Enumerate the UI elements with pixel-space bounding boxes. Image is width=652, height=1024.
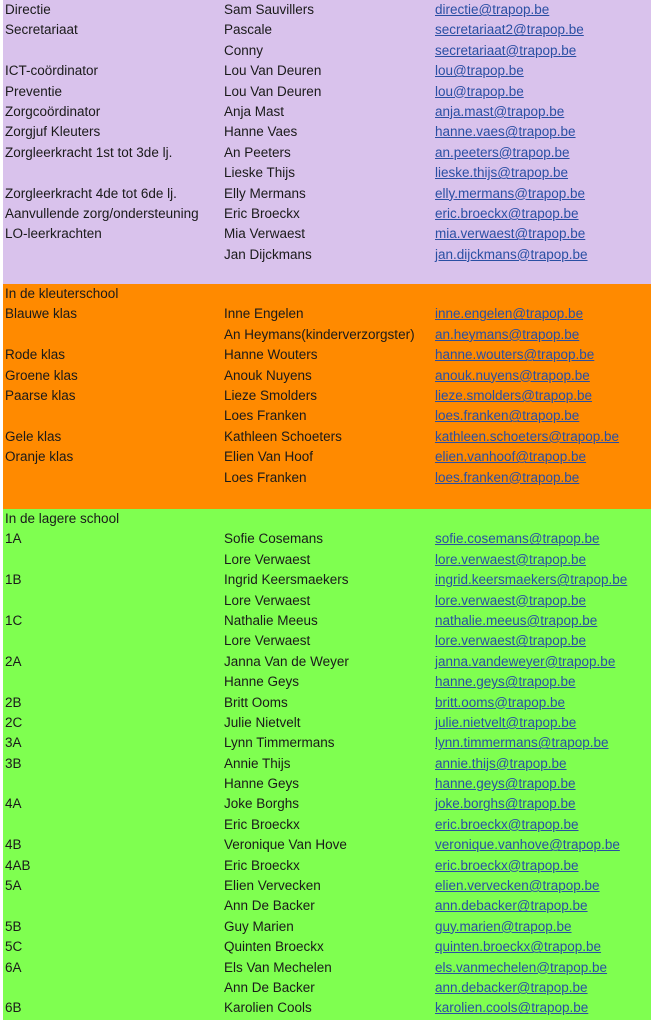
- role-label: 5C: [5, 939, 23, 955]
- contact-row: [3, 631, 651, 651]
- contact-row: [3, 754, 651, 774]
- contact-row: [3, 917, 651, 937]
- email-link[interactable]: julie.nietvelt@trapop.be: [435, 714, 577, 730]
- role-label: 6A: [5, 959, 22, 975]
- contact-row: [3, 102, 651, 122]
- person-name: Lore Verwaest: [224, 592, 311, 608]
- contact-row: [3, 427, 651, 447]
- contact-row: [3, 304, 651, 324]
- role-label: Zorgcoördinator: [5, 103, 101, 119]
- role-label: Blauwe klas: [5, 306, 78, 322]
- contact-row: [3, 204, 651, 224]
- person-name: Eric Broeckx: [224, 205, 300, 221]
- role-label: ICT-coördinator: [5, 63, 99, 79]
- person-name: Inne Engelen: [224, 306, 304, 322]
- person-name: Joke Borghs: [224, 796, 300, 812]
- email-link[interactable]: guy.marien@trapop.be: [435, 918, 572, 934]
- contact-row: [3, 937, 651, 957]
- contact-row: [3, 386, 651, 406]
- role-label: Secretariaat: [5, 22, 78, 38]
- contact-row: [3, 876, 651, 896]
- email-link[interactable]: lieske.thijs@trapop.be: [435, 165, 569, 181]
- email-link[interactable]: eric.broeckx@trapop.be: [435, 205, 579, 221]
- email-link[interactable]: anouk.nuyens@trapop.be: [435, 367, 590, 383]
- person-name: Kathleen Schoeters: [224, 428, 342, 444]
- role-label: Rode klas: [5, 347, 66, 363]
- contact-row: [3, 794, 651, 814]
- lagere-school-section: [3, 509, 651, 1020]
- contact-row: [3, 591, 651, 611]
- person-name: Conny: [224, 42, 264, 58]
- person-name: Lou Van Deuren: [224, 63, 322, 79]
- person-name: An Peeters: [224, 144, 291, 160]
- person-name: Annie Thijs: [224, 755, 291, 771]
- role-label: Preventie: [5, 83, 63, 99]
- role-label: 3B: [5, 755, 22, 771]
- contact-row: [3, 774, 651, 794]
- contact-row: [3, 998, 651, 1018]
- email-link[interactable]: karolien.cools@trapop.be: [435, 1000, 589, 1016]
- person-name: Janna Van de Weyer: [224, 653, 349, 669]
- person-name: Lore Verwaest: [224, 551, 311, 567]
- email-link[interactable]: els.vanmechelen@trapop.be: [435, 959, 608, 975]
- person-name: Eric Broeckx: [224, 857, 300, 873]
- email-link[interactable]: hanne.geys@trapop.be: [435, 674, 576, 690]
- email-link[interactable]: hanne.vaes@trapop.be: [435, 124, 576, 140]
- email-link[interactable]: anja.mast@trapop.be: [435, 103, 565, 119]
- person-name: Guy Marien: [224, 918, 294, 934]
- email-link[interactable]: secretariaat@trapop.be: [435, 42, 577, 58]
- role-label: 5B: [5, 918, 22, 934]
- contact-row: [3, 163, 651, 183]
- contact-row: [3, 652, 651, 672]
- email-link[interactable]: lore.verwaest@trapop.be: [435, 551, 587, 567]
- role-label: LO-leerkrachten: [5, 226, 102, 242]
- person-name: Loes Franken: [224, 469, 307, 485]
- email-link[interactable]: eric.broeckx@trapop.be: [435, 816, 579, 832]
- contact-row: [3, 611, 651, 631]
- role-label: Directie: [5, 2, 51, 17]
- role-label: 1A: [5, 531, 22, 547]
- role-label: 2C: [5, 714, 23, 730]
- email-link[interactable]: loes.franken@trapop.be: [435, 408, 580, 424]
- person-name: Hanne Geys: [224, 776, 300, 792]
- contact-row: [3, 406, 651, 426]
- contact-row: [3, 570, 651, 590]
- person-name: Ann De Backer: [224, 979, 315, 995]
- person-name: Mia Verwaest: [224, 226, 306, 242]
- person-name: Lieze Smolders: [224, 387, 318, 403]
- contact-row: [3, 550, 651, 570]
- contact-row: [3, 20, 651, 40]
- email-link[interactable]: elly.mermans@trapop.be: [435, 185, 586, 201]
- role-label: Zorgleerkracht 4de tot 6de lj.: [5, 185, 177, 201]
- person-name: Jan Dijckmans: [224, 246, 312, 262]
- role-label: 3A: [5, 735, 22, 751]
- role-label: Aanvullende zorg/ondersteuning: [5, 205, 199, 221]
- email-link[interactable]: inne.engelen@trapop.be: [435, 306, 584, 322]
- person-name: Nathalie Meeus: [224, 612, 318, 628]
- contact-row: [3, 184, 651, 204]
- section-heading: [3, 284, 651, 304]
- person-name: Sam Sauvillers: [224, 2, 315, 17]
- person-name: Britt Ooms: [224, 694, 288, 710]
- email-link[interactable]: elien.vervecken@trapop.be: [435, 878, 600, 894]
- contact-row: [3, 896, 651, 916]
- person-name: Pascale: [224, 22, 273, 38]
- role-label: Groene klas: [5, 367, 78, 383]
- email-link[interactable]: britt.ooms@trapop.be: [435, 694, 566, 710]
- role-label: 2A: [5, 653, 22, 669]
- email-link[interactable]: mia.verwaest@trapop.be: [435, 226, 586, 242]
- contact-row: [3, 345, 651, 365]
- email-link[interactable]: ann.debacker@trapop.be: [435, 979, 588, 995]
- section-heading-text: In de lagere school: [5, 511, 120, 526]
- email-link[interactable]: lore.verwaest@trapop.be: [435, 592, 587, 608]
- person-name: Elien Van Hoof: [224, 449, 314, 465]
- email-link[interactable]: eric.broeckx@trapop.be: [435, 857, 579, 873]
- contact-row: [3, 713, 651, 733]
- person-name: Karolien Cools: [224, 1000, 312, 1016]
- email-link[interactable]: janna.vandeweyer@trapop.be: [435, 653, 616, 669]
- person-name: Hanne Wouters: [224, 347, 318, 363]
- person-name: Lynn Timmermans: [224, 735, 335, 751]
- role-label: 4A: [5, 796, 22, 812]
- email-link[interactable]: hanne.wouters@trapop.be: [435, 347, 595, 363]
- role-label: 1C: [5, 612, 23, 628]
- email-link[interactable]: jan.dijckmans@trapop.be: [435, 246, 588, 262]
- contact-row: [3, 245, 651, 265]
- role-label: Paarse klas: [5, 387, 76, 403]
- role-label: 6B: [5, 1000, 22, 1016]
- person-name: Elien Vervecken: [224, 878, 321, 894]
- person-name: Ann De Backer: [224, 898, 315, 914]
- role-label: 2B: [5, 694, 22, 710]
- person-name: Elly Mermans: [224, 185, 306, 201]
- contact-row: [3, 529, 651, 549]
- contact-row: [3, 82, 651, 102]
- contact-row: [3, 325, 651, 345]
- role-label: 1B: [5, 572, 22, 588]
- contact-row: [3, 366, 651, 386]
- role-label: Gele klas: [5, 428, 62, 444]
- person-name: Hanne Vaes: [224, 124, 298, 140]
- contact-row: [3, 61, 651, 81]
- contact-row: [3, 856, 651, 876]
- person-name: Lore Verwaest: [224, 633, 311, 649]
- email-link[interactable]: loes.franken@trapop.be: [435, 469, 580, 485]
- staff-section: [3, 0, 651, 284]
- person-name: Lou Van Deuren: [224, 83, 322, 99]
- email-link[interactable]: veronique.vanhove@trapop.be: [435, 837, 620, 853]
- person-name: Sofie Cosemans: [224, 531, 324, 547]
- email-link[interactable]: sofie.cosemans@trapop.be: [435, 531, 600, 547]
- contact-row: [3, 693, 651, 713]
- email-link[interactable]: secretariaat2@trapop.be: [435, 22, 584, 38]
- email-link[interactable]: annie.thijs@trapop.be: [435, 755, 567, 771]
- person-name: Lieske Thijs: [224, 165, 296, 181]
- person-name: Hanne Geys: [224, 674, 300, 690]
- contact-row: [3, 835, 651, 855]
- person-name: Ingrid Keersmaekers: [224, 572, 349, 588]
- contact-row: [3, 958, 651, 978]
- person-name: Eric Broeckx: [224, 816, 300, 832]
- email-link[interactable]: lynn.timmermans@trapop.be: [435, 735, 609, 751]
- email-link[interactable]: lore.verwaest@trapop.be: [435, 633, 587, 649]
- role-label: 4B: [5, 837, 22, 853]
- kleuterschool-section: [3, 284, 651, 509]
- section-heading: [3, 509, 651, 529]
- email-link[interactable]: elien.vanhoof@trapop.be: [435, 449, 587, 465]
- email-link[interactable]: nathalie.meeus@trapop.be: [435, 612, 598, 628]
- person-name: Anja Mast: [224, 103, 285, 119]
- role-label: Zorgjuf Kleuters: [5, 124, 101, 140]
- email-link[interactable]: an.heymans@trapop.be: [435, 326, 580, 342]
- email-link[interactable]: quinten.broeckx@trapop.be: [435, 939, 602, 955]
- email-link[interactable]: ingrid.keersmaekers@trapop.be: [435, 572, 628, 588]
- contact-row: [3, 447, 651, 467]
- email-link[interactable]: hanne.geys@trapop.be: [435, 776, 576, 792]
- role-label: Zorgleerkracht 1st tot 3de lj.: [5, 144, 173, 160]
- contact-row: [3, 468, 651, 488]
- email-link[interactable]: lou@trapop.be: [435, 63, 524, 79]
- contact-row: [3, 122, 651, 142]
- contact-row: [3, 143, 651, 163]
- person-name: An Heymans(kinderverzorgster): [224, 326, 415, 342]
- section-heading-text: In de kleuterschool: [5, 286, 119, 301]
- email-link[interactable]: an.peeters@trapop.be: [435, 144, 570, 160]
- contact-row: [3, 41, 651, 61]
- role-label: Oranje klas: [5, 449, 74, 465]
- role-label: 5A: [5, 878, 22, 894]
- email-link[interactable]: joke.borghs@trapop.be: [435, 796, 576, 812]
- person-name: Anouk Nuyens: [224, 367, 312, 383]
- person-name: Julie Nietvelt: [224, 714, 301, 730]
- contact-row: [3, 733, 651, 753]
- contact-row: [3, 978, 651, 998]
- person-name: Quinten Broeckx: [224, 939, 324, 955]
- email-link[interactable]: directie@trapop.be: [435, 2, 550, 17]
- email-link[interactable]: lou@trapop.be: [435, 83, 524, 99]
- contact-row: [3, 0, 651, 20]
- person-name: Loes Franken: [224, 408, 307, 424]
- contact-row: [3, 224, 651, 244]
- person-name: Veronique Van Hove: [224, 837, 347, 853]
- contact-row: [3, 815, 651, 835]
- contact-row: [3, 672, 651, 692]
- email-link[interactable]: ann.debacker@trapop.be: [435, 898, 588, 914]
- email-link[interactable]: lieze.smolders@trapop.be: [435, 387, 593, 403]
- email-link[interactable]: kathleen.schoeters@trapop.be: [435, 428, 620, 444]
- role-label: 4AB: [5, 857, 31, 873]
- person-name: Els Van Mechelen: [224, 959, 332, 975]
